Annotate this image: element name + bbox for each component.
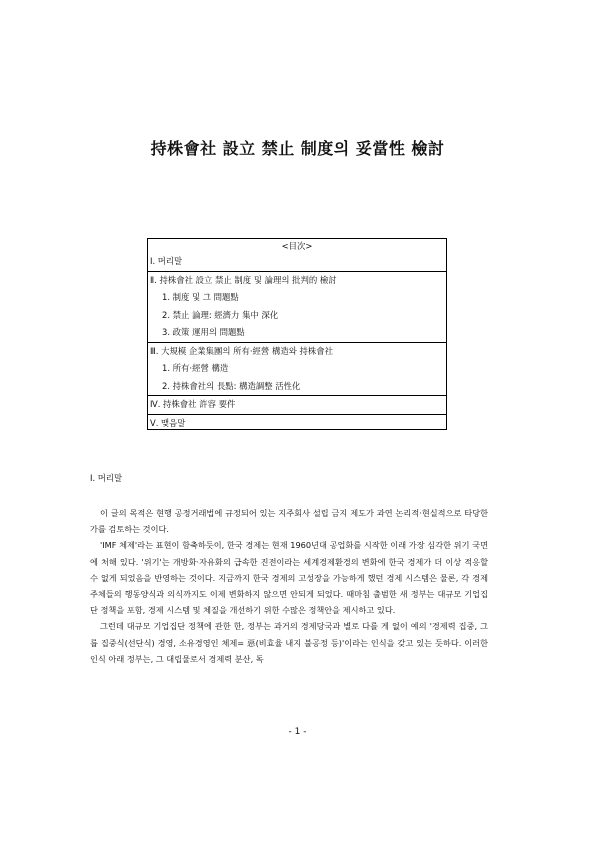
paragraph: 'IMF 체제'라는 표현이 함축하듯이, 한국 경제는 현재 1960년대 공업화를 시작한 이래 가장 심각한 위기 국면에 처해 있다. '위기'는 개방화·자유화의 급속한 진전이라는 세계경제환경의 변화에 한국 경제가 더 이상 적응할 수 없게 되었음을 반영하는 것이다. 지금까지 한국 경제의 고성장을 가능하게 했던 경제 시스템은 물론, 각 경제 주체들의 행동양식과 의식까지도 이제 변화하지 않으면 안되게 되었다. 때마침 출범한 새 정부는 대규모 기업집단 정책을 포함, 경제 시스템 및 체질을 개선하기 위한 수많은 정책안을 제시하고 있다. xyxy=(90,540,488,616)
toc-item: Ⅳ. 持株會社 許容 要件 xyxy=(150,399,236,409)
paragraph: 그런데 대규모 기업집단 정책에 관한 한, 정부는 과거의 경제당국과 별로 다를 게 없이 예의 '경제력 집중, 그룹 집중식(선단식) 경영, 소유경영인 체제= 惡(비효율 내지 불공정 등)'이라는 인식을 갖고 있는 듯하다. 이러한 인식 아래 정부는, 그 대립물로서 경제력 분산, 독 xyxy=(90,621,488,664)
toc-item: Ⅲ. 大規模 企業集團의 所有·經營 構造와 持株會社 xyxy=(150,345,333,356)
toc-item: 1. 所有·經營 構造 xyxy=(162,363,229,373)
toc-item: Ⅴ. 맺음말 xyxy=(148,414,446,433)
toc-heading: <目次> xyxy=(281,241,313,251)
table-of-contents xyxy=(147,238,447,430)
body-text xyxy=(90,505,488,667)
document-title: 持株會社 設立 禁止 制度의 妥當性 檢討 xyxy=(150,139,445,158)
toc-item: 2. 持株會社의 長點: 構造調整 活性化 xyxy=(148,378,446,397)
toc-item: 3. 政策 運用의 問題點 xyxy=(148,324,446,343)
toc-item: Ⅰ. 머리말 xyxy=(148,253,446,272)
toc-item: Ⅱ. 持株會社 設立 禁止 制度 및 論理의 批判的 檢討 xyxy=(150,274,337,285)
toc-item: 1. 制度 및 그 問題點 xyxy=(162,292,239,302)
section-heading: Ⅰ. 머리말 xyxy=(90,473,123,483)
paragraph: 이 글의 목적은 현행 공정거래법에 규정되어 있는 지주회사 설립 금지 제도가 과연 논리적·현실적으로 타당한가를 검토하는 것이다. xyxy=(90,508,488,535)
page-number: - 1 - xyxy=(288,727,307,737)
toc-item: 2. 禁止 論理: 經濟力 集中 深化 xyxy=(162,309,279,320)
